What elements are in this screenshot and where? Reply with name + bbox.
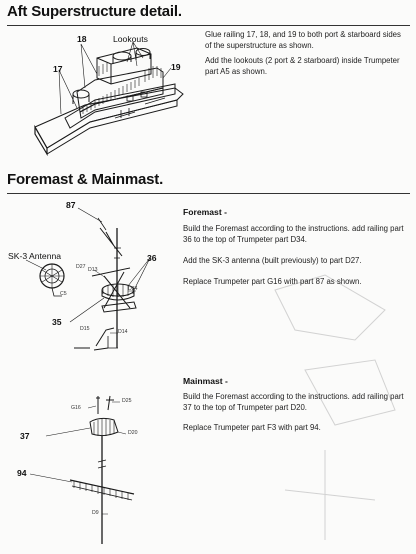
aft-callout-lookouts: Lookouts	[113, 34, 148, 44]
foremast-part-d34: D34	[128, 286, 138, 292]
foremast-heading: Foremast -	[183, 207, 227, 217]
aft-title-rule	[7, 25, 410, 26]
masts-section-title: Foremast & Mainmast.	[7, 171, 164, 188]
masts-title-rule	[7, 193, 410, 194]
foremast-callout-sk3-antenna: SK-3 Antenna	[8, 251, 62, 261]
foremast-part-d15: D15	[80, 326, 90, 332]
aft-callout-17: 17	[53, 64, 63, 74]
mainmast-part-d25: D25	[122, 398, 132, 404]
aft-section-title: Aft Superstructure detail.	[7, 3, 182, 20]
mainmast-part-g16: G16	[71, 405, 81, 411]
foremast-drawing	[10, 198, 185, 358]
mainmast-part-d9: D9	[92, 510, 99, 516]
foremast-part-d14: D14	[118, 329, 128, 335]
mainmast-heading: Mainmast -	[183, 376, 228, 386]
foremast-part-d13: D13	[88, 267, 98, 273]
mainmast-drawing	[10, 388, 185, 548]
foremast-callout-36: 36	[147, 253, 157, 263]
foremast-callout-35: 35	[52, 317, 62, 327]
aft-callout-19: 19	[171, 62, 181, 72]
foremast-instruction-railing: Build the Foremast according to the instructions. add railing part 36 to the top of Trumpeter part D34.	[183, 224, 404, 244]
foremast-instruction-part87: Replace Trumpeter part G16 with part 87 as shown.	[183, 277, 362, 286]
aft-instruction-lookouts: Add the lookouts (2 port & 2 starboard) inside Trumpeter part A5 as shown.	[205, 56, 400, 76]
foremast-instruction-antenna: Add the SK-3 antenna (built previously) to part D27.	[183, 256, 362, 265]
foremast-part-d27: D27	[76, 264, 86, 270]
aft-instruction-railing: Glue railing 17, 18, and 19 to both port & starboard sides of the superstructure as shown.	[205, 30, 401, 50]
aft-superstructure-drawing	[25, 30, 200, 165]
mainmast-instruction-railing: Build the Foremast according to the instructions. add railing part 37 to the top of Trumpeter part D20.	[183, 392, 404, 412]
foremast-part-c5: C5	[60, 291, 67, 297]
mainmast-instruction-part94: Replace Trumpeter part F3 with part 94.	[183, 423, 321, 432]
mainmast-part-d20: D20	[128, 430, 138, 436]
mainmast-callout-37: 37	[20, 431, 30, 441]
mainmast-callout-94: 94	[17, 468, 27, 478]
aft-callout-18: 18	[77, 34, 87, 44]
foremast-callout-87: 87	[66, 200, 76, 210]
